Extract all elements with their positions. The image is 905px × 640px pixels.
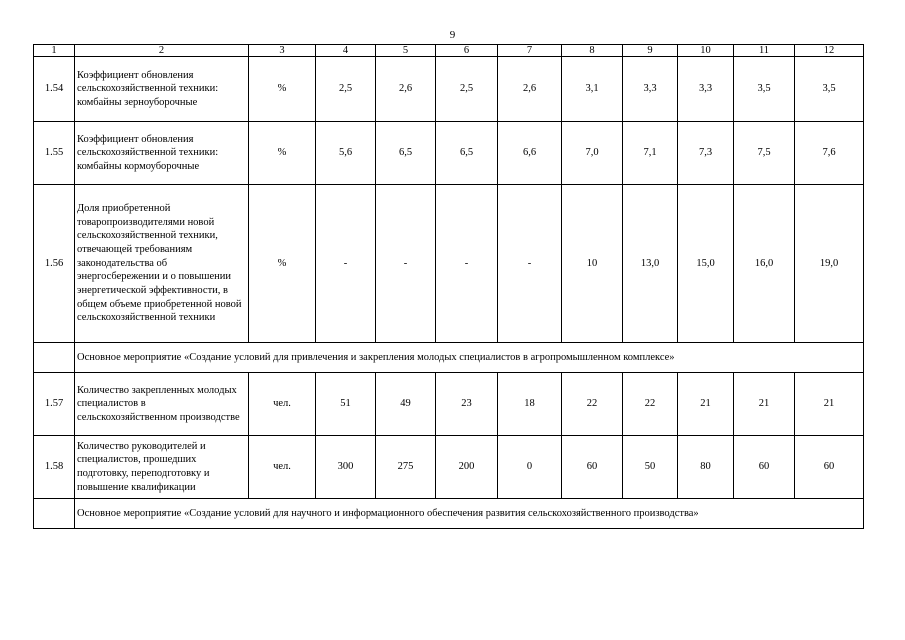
value-cell: - (498, 185, 562, 343)
row-number: 1.55 (34, 122, 75, 185)
indicator-name: Коэффициент обновления сельскохозяйственной техники: комбайны кормоуборочные (75, 122, 249, 185)
value-cell: 3,3 (678, 57, 734, 122)
table-row (34, 122, 864, 185)
unit-cell: чел. (249, 436, 316, 499)
value-cell: 2,6 (498, 57, 562, 122)
section-number-cell (34, 499, 75, 529)
column-number: 9 (623, 45, 678, 57)
value-cell: 300 (316, 436, 376, 499)
value-cell: 50 (623, 436, 678, 499)
value-cell: 60 (734, 436, 795, 499)
page-number: 9 (449, 29, 456, 41)
value-cell: 3,5 (795, 57, 864, 122)
value-cell: 3,5 (734, 57, 795, 122)
table-row (34, 185, 864, 343)
value-cell: 3,1 (562, 57, 623, 122)
unit-cell: % (249, 185, 316, 343)
column-number: 10 (678, 45, 734, 57)
row-number: 1.57 (34, 373, 75, 436)
value-cell: 13,0 (623, 185, 678, 343)
unit-cell: % (249, 122, 316, 185)
value-cell: 22 (623, 373, 678, 436)
value-cell: 6,6 (498, 122, 562, 185)
value-cell: 21 (678, 373, 734, 436)
column-number: 3 (249, 45, 316, 57)
value-cell: 2,5 (436, 57, 498, 122)
column-number: 12 (795, 45, 864, 57)
column-number: 1 (34, 45, 75, 57)
table-row (34, 436, 864, 499)
value-cell: 18 (498, 373, 562, 436)
value-cell: 15,0 (678, 185, 734, 343)
column-number: 11 (734, 45, 795, 57)
row-number: 1.56 (34, 185, 75, 343)
value-cell: 60 (795, 436, 864, 499)
value-cell: 2,5 (316, 57, 376, 122)
value-cell: 21 (795, 373, 864, 436)
indicator-name: Коэффициент обновления сельскохозяйственной техники: комбайны зерноуборочные (75, 57, 249, 122)
section-number-cell (34, 343, 75, 373)
value-cell: 51 (316, 373, 376, 436)
column-number: 5 (376, 45, 436, 57)
value-cell: 21 (734, 373, 795, 436)
column-number: 4 (316, 45, 376, 57)
value-cell: 80 (678, 436, 734, 499)
value-cell: 2,6 (376, 57, 436, 122)
section-row (34, 343, 864, 373)
section-title: Основное мероприятие «Создание условий для привлечения и закрепления молодых специалистов в агропромышленном комплексе» (75, 343, 864, 373)
value-cell: 200 (436, 436, 498, 499)
value-cell: 6,5 (436, 122, 498, 185)
value-cell: 7,1 (623, 122, 678, 185)
section-title: Основное мероприятие «Создание условий для научного и информационного обеспечения развития сельскохозяйственного производства» (75, 499, 864, 529)
indicator-name: Количество руководителей и специалистов, прошедших подготовку, переподготовку и повышение квалификации (75, 436, 249, 499)
table-body (34, 45, 864, 529)
indicators-table (33, 44, 864, 529)
indicator-name: Доля приобретенной товаропроизводителями новой сельскохозяйственной техники, отвечающей требованиям законодательства об энергосбережении и о повышении энергетической эффективности, в общем объеме приобретенной новой сельскохозяйственной техники (75, 185, 249, 343)
value-cell: 6,5 (376, 122, 436, 185)
column-number: 2 (75, 45, 249, 57)
unit-cell: чел. (249, 373, 316, 436)
value-cell: 22 (562, 373, 623, 436)
value-cell: 275 (376, 436, 436, 499)
value-cell: - (376, 185, 436, 343)
indicator-name: Количество закрепленных молодых специалистов в сельскохозяйственном производстве (75, 373, 249, 436)
value-cell: - (316, 185, 376, 343)
value-cell: - (436, 185, 498, 343)
value-cell: 19,0 (795, 185, 864, 343)
value-cell: 5,6 (316, 122, 376, 185)
table-row (34, 373, 864, 436)
value-cell: 7,5 (734, 122, 795, 185)
value-cell: 23 (436, 373, 498, 436)
value-cell: 7,0 (562, 122, 623, 185)
value-cell: 7,3 (678, 122, 734, 185)
value-cell: 0 (498, 436, 562, 499)
value-cell: 7,6 (795, 122, 864, 185)
value-cell: 60 (562, 436, 623, 499)
value-cell: 10 (562, 185, 623, 343)
table-row (34, 57, 864, 122)
value-cell: 16,0 (734, 185, 795, 343)
row-number: 1.54 (34, 57, 75, 122)
section-row (34, 499, 864, 529)
column-number-row (34, 45, 864, 57)
value-cell: 49 (376, 373, 436, 436)
row-number: 1.58 (34, 436, 75, 499)
value-cell: 3,3 (623, 57, 678, 122)
column-number: 7 (498, 45, 562, 57)
column-number: 6 (436, 45, 498, 57)
unit-cell: % (249, 57, 316, 122)
column-number: 8 (562, 45, 623, 57)
